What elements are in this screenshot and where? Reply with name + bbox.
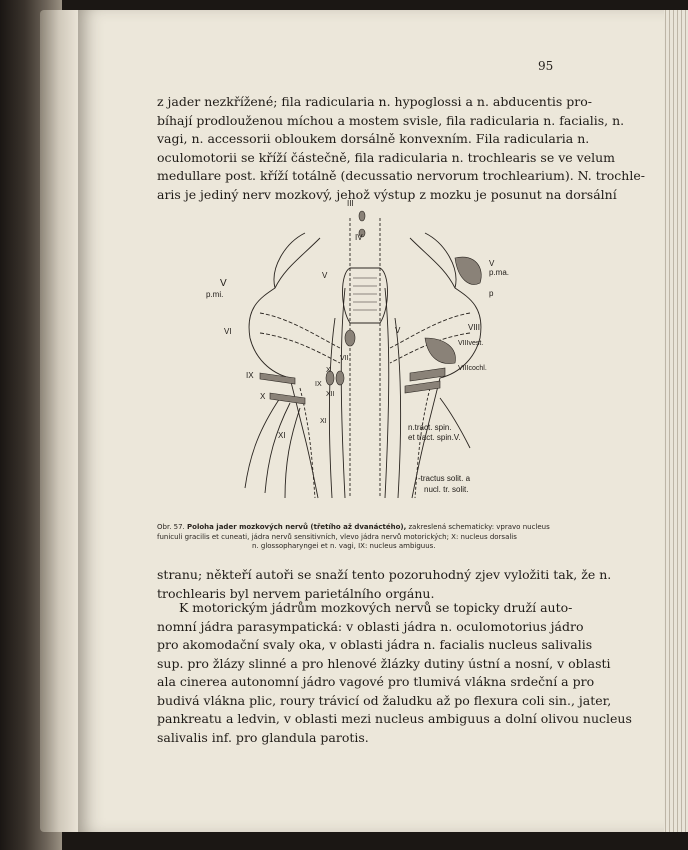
text-line: salivalis inf. pro glandula parotis. <box>157 729 369 745</box>
label-V-pma: p.ma. <box>489 268 510 277</box>
caption-prefix: Obr. 57. <box>157 523 185 531</box>
top-paragraph <box>157 93 645 204</box>
caption-rest: zakreslená schematicky: vpravo nucleus <box>408 523 550 531</box>
label-XI-left: XI <box>278 431 286 440</box>
label-V-p: p <box>489 289 494 298</box>
caption-title: Poloha jader mozkových nervů (třetího až dvanáctého), <box>187 523 407 531</box>
label-XII: XII <box>326 391 335 398</box>
label-IX-mid: IX <box>315 381 322 388</box>
label-VII: VII <box>340 355 349 362</box>
text-line: aris je jediný nerv mozkový, jehož výstup z mozku je posunut na dorsální <box>157 186 617 202</box>
text-line: medullare post. kříží totálně (decussatio nervorum trochlearium). N. trochle- <box>157 168 645 183</box>
text-line: vagi, n. accessorii obloukem dorsálně konvexním. Fila radicularia n. <box>157 131 590 146</box>
label-VI: VI <box>224 327 232 336</box>
label-VIII: VIII <box>468 323 481 332</box>
label-n-tract-2: et tract. spin.V. <box>408 433 461 442</box>
text-line: sup. pro žlázy slinné a pro hlenové žlázky dutiny ústní a nosní, v oblasti <box>157 655 611 671</box>
label-V-center: V <box>395 326 401 335</box>
label-V-left: V <box>220 278 227 289</box>
label-XI-mid: XI <box>320 418 327 425</box>
brainstem-nuclei-figure <box>200 198 530 508</box>
label-III: III <box>347 199 354 208</box>
left-page-edge <box>40 10 78 832</box>
text-line: oculomotorii se kříží částečně, fila radicularia n. trochlearis se ve velum <box>157 149 615 165</box>
label-tractus-2: nucl. tr. solit. <box>424 485 469 494</box>
text-line: trochlearis byl nervem parietálního orgánu. <box>157 585 435 601</box>
text-line: ala cinerea autonomní jádro vagové pro tlumivá vlákna srdeční a pro <box>157 674 595 689</box>
text-line: bíhají prodlouženou míchou a mostem svisle, fila radicularia n. facialis, n. <box>157 112 625 128</box>
label-V-pmi: p.mi. <box>206 290 224 299</box>
caption-line <box>157 523 555 533</box>
label-V-right: V <box>489 259 495 268</box>
label-X-mid: X <box>326 367 331 374</box>
label-VIII-cochl: VIIIcochl. <box>458 365 487 372</box>
label-IV: IV <box>355 233 363 242</box>
caption-line: n. glossopharyngei et n. vagi, IX: nucleus ambiguus. <box>252 542 436 550</box>
label-VIII-vest: VIIIvest. <box>458 340 484 347</box>
text-line: stranu; někteří autoři se snaží tento pozoruhodný zjev vyložiti tak, že n. <box>157 567 612 582</box>
label-X-left: X <box>260 392 266 401</box>
label-V-mid: V <box>322 271 328 280</box>
label-tractus-1: -tractus solit. a <box>418 474 471 483</box>
figure-caption <box>157 523 555 552</box>
text-line: pro akomodační svaly oka, v oblasti jádra n. facialis nucleus salivalis <box>157 637 593 652</box>
text-line: nomní jádra parasympatická: v oblasti jádra n. oculomotorius jádro <box>157 618 584 634</box>
text-line: z jader nezkřížené; fila radicularia n. hypoglossi a n. abducentis pro- <box>157 94 592 109</box>
label-n-tract-1: n.tract. spin. <box>408 423 452 432</box>
bottom-paragraph <box>157 599 632 747</box>
label-IX-left: IX <box>246 371 254 380</box>
page-number: 95 <box>538 59 554 73</box>
caption-line: funiculi gracilis et cuneati, jádra nervů sensitivních, vlevo jádra nervů motorických; X: nucleus dorsalis <box>157 532 517 541</box>
middle-paragraph <box>157 566 612 603</box>
text-line: K motorickým jádrům mozkových nervů se topicky druží auto- <box>179 600 573 615</box>
text-line: budivá vlákna plic, roury trávicí od žaludku až po flexura coli sin., jater, <box>157 692 612 708</box>
text-line: pankreatu a ledvin, v oblasti mezi nucleus ambiguus a dolní olivou nucleus <box>157 711 632 726</box>
